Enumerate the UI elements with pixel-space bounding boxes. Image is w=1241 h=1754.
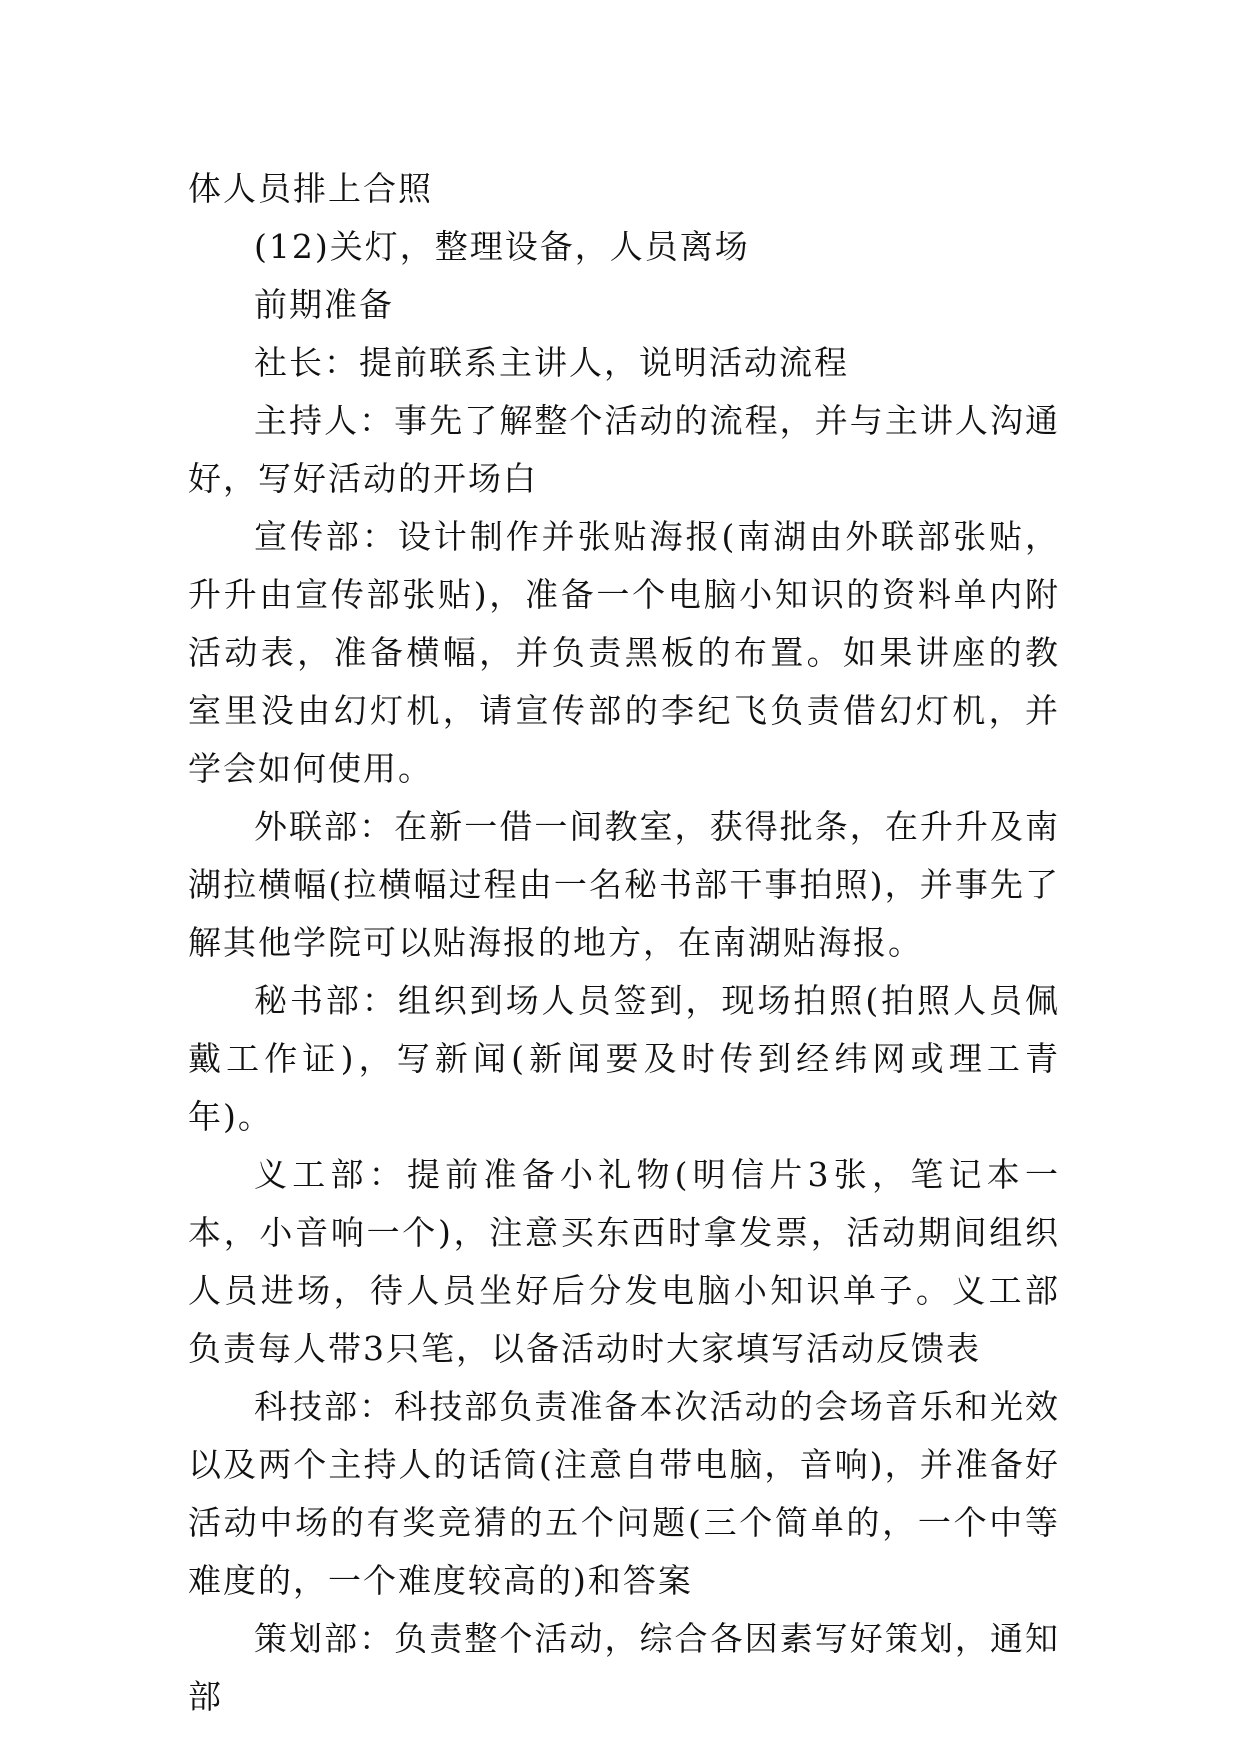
paragraph-volunteer-dept: 义工部：提前准备小礼物(明信片3张，笔记本一本，小音响一个)，注意买东西时拿发票，活动期间组织人员进场，待人员坐好后分发电脑小知识单子。义工部负责每人带3只笔，以备活动时大家填写活动反馈表 (188, 1155, 1060, 1368)
section-heading-preparation: 前期准备 (254, 285, 394, 324)
paragraph-group-photo: 体人员排上合照 (188, 169, 433, 208)
paragraph-host: 主持人：事先了解整个活动的流程，并与主讲人沟通好，写好活动的开场白 (188, 401, 1060, 498)
paragraph-tech-dept: 科技部：科技部负责准备本次活动的会场音乐和光效以及两个主持人的话筒(注意自带电脑，音响)，并准备好活动中场的有奖竞猜的五个问题(三个简单的，一个中等难度的，一个难度较高的)和答案 (188, 1387, 1060, 1600)
paragraph-lights-off: (12)关灯，整理设备，人员离场 (254, 227, 750, 266)
paragraph-publicity-dept: 宣传部：设计制作并张贴海报(南湖由外联部张贴，升升由宣传部张贴)，准备一个电脑小知识的资料单内附活动表，准备横幅，并负责黑板的布置。如果讲座的教室里没由幻灯机，请宣传部的李纪飞负责借幻灯机，并学会如何使用。 (188, 517, 1060, 788)
paragraph-president: 社长：提前联系主讲人，说明活动流程 (254, 343, 849, 382)
paragraph-planning-dept: 策划部：负责整个活动，综合各因素写好策划，通知部 (188, 1619, 1060, 1716)
document-body (188, 160, 1060, 1726)
paragraph-external-dept: 外联部：在新一借一间教室，获得批条，在升升及南湖拉横幅(拉横幅过程由一名秘书部干事拍照)，并事先了解其他学院可以贴海报的地方，在南湖贴海报。 (188, 807, 1060, 962)
paragraph-secretariat: 秘书部：组织到场人员签到，现场拍照(拍照人员佩戴工作证)，写新闻(新闻要及时传到经纬网或理工青年)。 (188, 981, 1060, 1136)
